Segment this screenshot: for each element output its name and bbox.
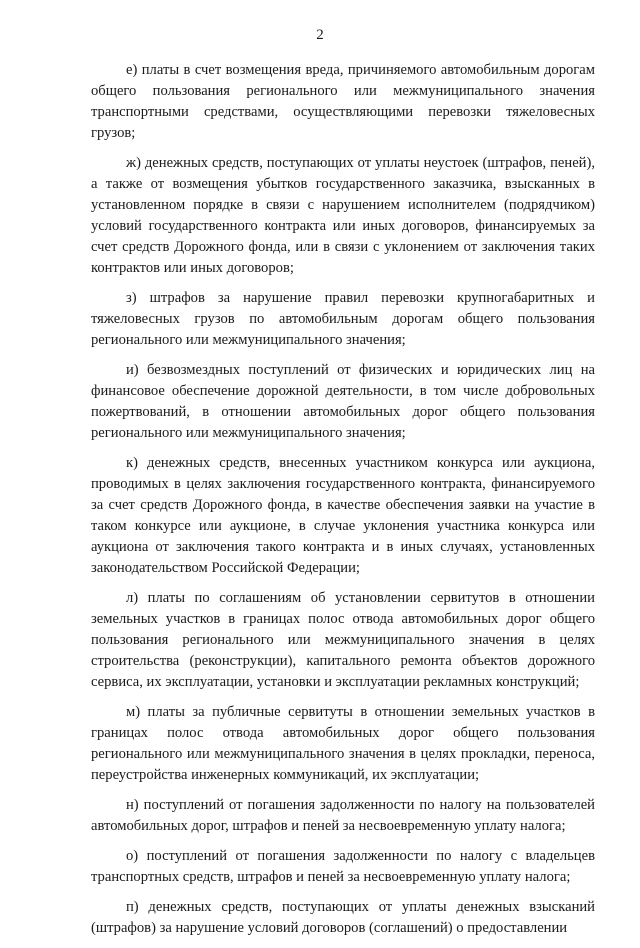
- paragraph-o: о) поступлений от погашения задолженности по налогу с владельцев транспортных средств, штрафов и пеней за несвоевременную уплату налога;: [91, 848, 595, 885]
- paragraph-k: к) денежных средств, внесенных участником конкурса или аукциона, проводимых в целях заключения государственного контракта, финансируемого за счет средств Дорожного фонда, в качестве обеспечения заявки на участие в таком конкурсе или аукционе, в случае уклонения участника конкурса или аукциона от заключения такого контракта и в иных случаях, установленных законодательством Российской Федерации;: [91, 455, 595, 576]
- paragraph-n: н) поступлений от погашения задолженности по налогу на пользователей автомобильных дорог, штрафов и пеней за несвоевременную уплату налога;: [91, 797, 595, 834]
- paragraph-z: з) штрафов за нарушение правил перевозки крупногабаритных и тяжеловесных грузов по автомобильным дорогам общего пользования регионального или межмуниципального значения;: [91, 290, 595, 348]
- paragraph-i: и) безвозмездных поступлений от физических и юридических лиц на финансовое обеспечение дорожной деятельности, в том числе добровольных пожертвований, в отношении автомобильных дорог общего пользования регионального или межмуниципального значения;: [91, 362, 595, 441]
- paragraph-l: л) платы по соглашениям об установлении сервитутов в отношении земельных участков в границах полос отвода автомобильных дорог общего пользования регионального или межмуниципального значения в целях строительства (реконструкции), капитального ремонта объектов дорожного сервиса, их эксплуатации, установки и эксплуатации рекламных конструкций;: [91, 590, 595, 690]
- paragraph-p: п) денежных средств, поступающих от уплаты денежных взысканий (штрафов) за нарушение условий договоров (соглашений) о предоставлении: [91, 899, 595, 936]
- paragraph-m: м) платы за публичные сервитуты в отношении земельных участков в границах полос отвода автомобильных дорог общего пользования регионального или межмуниципального значения в целях прокладки, переноса, переустройства инженерных коммуникаций, их эксплуатации;: [91, 704, 595, 783]
- paragraph-zh: ж) денежных средств, поступающих от уплаты неустоек (штрафов, пеней), а также от возмещения убытков государственного заказчика, взысканных в установленном порядке в связи с нарушением исполнителем (подрядчиком) условий государственного контракта или иных договоров, финансируемых за счет средств Дорожного фонда, или в связи с уклонением от заключения таких контрактов или иных договоров;: [91, 155, 595, 276]
- paragraph-e: е) платы в счет возмещения вреда, причиняемого автомобильным дорогам общего пользования регионального или межмуниципального значения транспортными средствами, осуществляющими перевозки тяжеловесных грузов;: [91, 62, 595, 141]
- document-body: [91, 60, 595, 948]
- page-number: 2: [316, 27, 324, 43]
